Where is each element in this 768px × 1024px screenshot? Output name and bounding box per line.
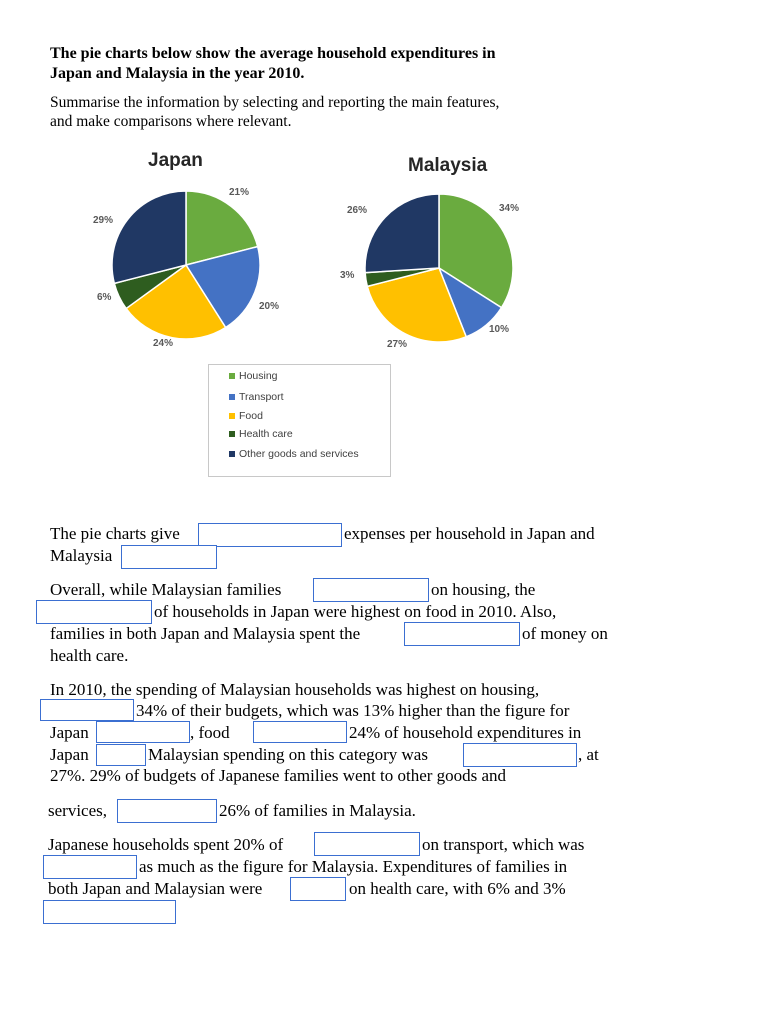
blank-input-1[interactable] (198, 523, 342, 547)
legend-swatch (229, 413, 235, 419)
essay-line: The pie charts give (50, 524, 180, 543)
blank-input-3[interactable] (313, 578, 429, 602)
essay-line: families in both Japan and Malaysia spent the (50, 624, 361, 643)
japan-housing-label: 21% (229, 187, 250, 198)
japan-food-label: 24% (153, 338, 174, 349)
essay-line: both Japan and Malaysian were (48, 879, 263, 898)
essay-line: of money on (522, 624, 608, 643)
japan-chart-title: Japan (148, 150, 203, 171)
legend-label: Food (239, 410, 263, 422)
essay-line: , at (578, 745, 599, 764)
blank-input-13[interactable] (43, 855, 137, 879)
blank-input-15[interactable] (43, 900, 176, 924)
essay-line: on health care, with 6% and 3% (349, 879, 566, 898)
essay-line: Malaysia (50, 546, 113, 565)
essay-line: health care. (50, 646, 129, 665)
essay-line: Japan (50, 723, 89, 742)
essay-line: 34% of their budgets, which was 13% higher than the figure for (136, 701, 570, 720)
blank-input-4[interactable] (36, 600, 152, 624)
essay-line: expenses per household in Japan and (344, 524, 595, 543)
essay-line: Japanese households spent 20% of (48, 835, 284, 854)
malaysia-chart-title: Malaysia (408, 155, 488, 176)
task-title-line-2: Japan and Malaysia in the year 2010. (50, 65, 305, 82)
essay-line: , food (190, 723, 230, 742)
blank-input-14[interactable] (290, 877, 346, 901)
essay-line: of households in Japan were highest on food in 2010. Also, (154, 602, 557, 621)
legend-label: Housing (239, 370, 278, 382)
essay-line: services, (48, 801, 108, 820)
blank-input-6[interactable] (40, 699, 134, 721)
legend-label: Transport (239, 391, 284, 403)
blank-input-8[interactable] (253, 721, 347, 743)
task-instruction-line-2: and make comparisons where relevant. (50, 113, 292, 130)
malaysia-housing-label: 34% (499, 203, 520, 214)
essay-line: Malaysian spending on this category was (148, 745, 428, 764)
essay-line: as much as the figure for Malaysia. Expenditures of families in (139, 857, 568, 876)
essay-line: In 2010, the spending of Malaysian households was highest on housing, (50, 680, 540, 699)
essay-line: Overall, while Malaysian families (50, 580, 282, 599)
blank-input-7[interactable] (96, 721, 190, 743)
task-title-line-1: The pie charts below show the average household expenditures in (50, 45, 496, 62)
blank-input-5[interactable] (404, 622, 520, 646)
blank-input-11[interactable] (117, 799, 217, 823)
japan-healthcare-label: 6% (97, 292, 112, 303)
malaysia-other-label: 26% (347, 205, 368, 216)
legend-item-transport (229, 391, 284, 403)
japan-transport-label: 20% (259, 301, 280, 312)
legend-label: Health care (239, 428, 293, 440)
legend-label: Other goods and services (239, 448, 359, 460)
blank-input-9[interactable] (96, 744, 146, 766)
legend-item-food (229, 410, 263, 422)
malaysia-transport-label: 10% (489, 324, 510, 335)
essay-line: 24% of household expenditures in (349, 723, 582, 742)
legend-swatch (229, 431, 235, 437)
essay-line: 27%. 29% of budgets of Japanese families went to other goods and (50, 766, 507, 785)
malaysia-healthcare-label: 3% (340, 270, 355, 281)
legend-swatch (229, 373, 235, 379)
blank-input-2[interactable] (121, 545, 217, 569)
legend-swatch (229, 394, 235, 400)
malaysia-slice-other-goods-and-services (365, 194, 439, 273)
blank-input-12[interactable] (314, 832, 420, 856)
essay-line: on housing, the (431, 580, 536, 599)
essay-line: on transport, which was (422, 835, 585, 854)
malaysia-food-label: 27% (387, 339, 408, 350)
essay-line: 26% of families in Malaysia. (219, 801, 416, 820)
blank-input-10[interactable] (463, 743, 577, 767)
japan-other-label: 29% (93, 215, 114, 226)
legend-item-housing (229, 370, 278, 382)
chart-legend (208, 364, 391, 477)
essay-line: Japan (50, 745, 89, 764)
legend-swatch (229, 451, 235, 457)
task-instruction-line-1: Summarise the information by selecting and reporting the main features, (50, 94, 500, 111)
legend-item-health-care (229, 428, 293, 440)
legend-item-other (229, 448, 359, 460)
